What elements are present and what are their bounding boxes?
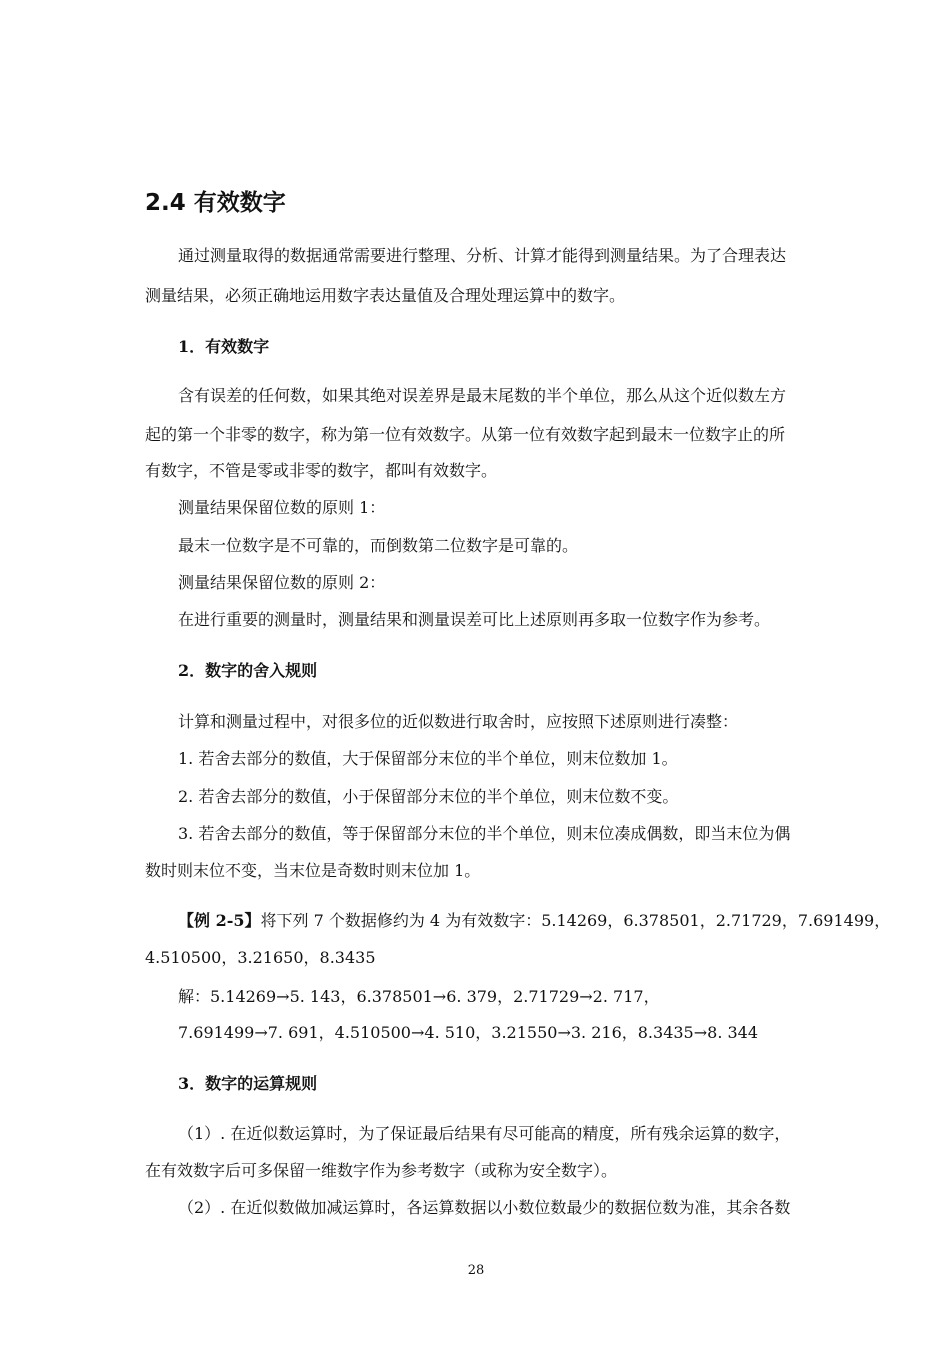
rounding-rule-3-line-1: 3. 若舍去部分的数值，等于保留部分末位的半个单位，则末位凑成偶数，即当末位为偶 [178,824,791,843]
example-line-2: 4.510500，3.21650，8.3435 [145,948,376,967]
section-title: 2.4 有效数字 [145,190,286,216]
s1-paragraph-line-2: 起的第一个非零的数字，称为第一位有效数字。从第一位有效数字起到最末一位数字止的所 [145,425,786,444]
s3-paragraph-1-line-1: （1）. 在近似数运算时，为了保证最后结果有尽可能高的精度，所有残余运算的数字， [178,1124,791,1143]
rule1-text: 最末一位数字是不可靠的，而倒数第二位数字是可靠的。 [178,536,579,555]
rounding-rule-2: 2. 若舍去部分的数值，小于保留部分末位的半个单位，则末位数不变。 [178,787,679,806]
subsection-title-3: 3．数字的运算规则 [178,1074,318,1093]
intro-line-1: 通过测量取得的数据通常需要进行整理、分析、计算才能得到测量结果。为了合理表达 [178,246,787,265]
subsection-title-2: 2．数字的舍入规则 [178,661,318,680]
rule2-text: 在进行重要的测量时，测量结果和测量误差可比上述原则再多取一位数字作为参考。 [178,610,771,629]
s3-paragraph-1-line-2: 在有效数字后可多保留一维数字作为参考数字（或称为安全数字）。 [145,1161,618,1180]
intro-line-2: 测量结果，必须正确地运用数字表达量值及合理处理运算中的数字。 [145,286,626,305]
s1-paragraph-line-3: 有数字，不管是零或非零的数字，都叫有效数字。 [145,461,498,480]
page-number: 28 [467,1263,485,1278]
subsection-title-1: 1．有效数字 [178,337,270,356]
rule1-title: 测量结果保留位数的原则 1： [178,498,386,517]
solution-line-1: 解：5.14269→5. 143，6.378501→6. 379，2.71729→2. 717， [178,987,660,1006]
s2-intro: 计算和测量过程中，对很多位的近似数进行取舍时，应按照下述原则进行凑整： [178,712,739,731]
s3-paragraph-2-line-1: （2）. 在近似数做加减运算时，各运算数据以小数位数最少的数据位数为准，其余各数 [178,1198,791,1217]
rounding-rule-1: 1. 若舍去部分的数值，大于保留部分末位的半个单位，则末位数加 1。 [178,749,678,768]
example-label: 【例 2-5】 [178,911,261,930]
s1-paragraph-line-1: 含有误差的任何数，如果其绝对误差界是最末尾数的半个单位，那么从这个近似数左方 [178,386,787,405]
rule2-title: 测量结果保留位数的原则 2： [178,573,386,592]
example-line-1 [178,910,890,932]
rounding-rule-3-line-2: 数时则末位不变，当末位是奇数时则末位加 1。 [145,861,481,880]
example-text-1: 将下列 7 个数据修约为 4 为有效数字：5.14269，6.378501，2.71729，7.691499， [260,911,891,930]
solution-line-2: 7.691499→7. 691，4.510500→4. 510，3.21550→3. 216，8.3435→8. 344 [178,1023,759,1042]
